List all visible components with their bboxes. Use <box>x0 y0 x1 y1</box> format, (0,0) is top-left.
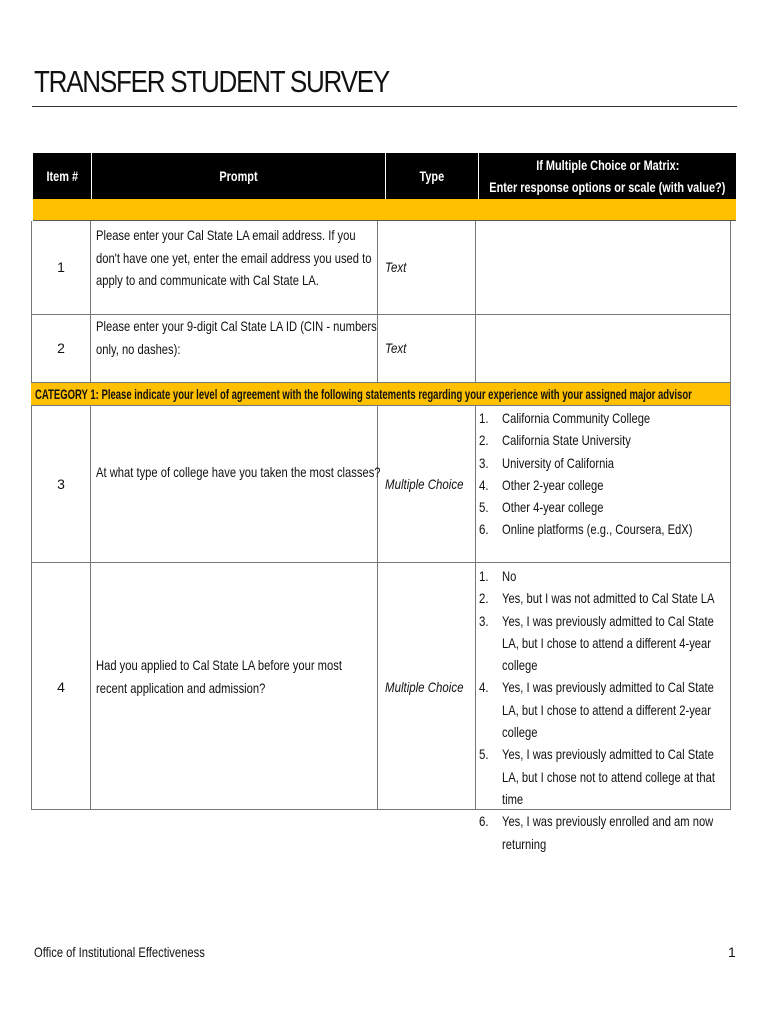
prompt-text: Please enter your 9-digit Cal State LA ID (CIN - numbers only, no dashes): <box>96 318 377 357</box>
list-item: 2. California State University <box>479 432 631 449</box>
prompt-text: Had you applied to Cal State LA before your most recent application and admission? <box>96 657 342 696</box>
header-type: Type <box>419 168 445 184</box>
question-type: Text <box>385 259 407 275</box>
prompt-text: At what type of college have you taken the most classes? <box>96 464 381 480</box>
item-number: 4 <box>57 679 65 695</box>
question-type: Multiple Choice <box>385 679 464 695</box>
question-type: Text <box>385 340 407 356</box>
category-header: CATEGORY 1: Please indicate your level of agreement with the following statements regarding your experience with your assigned major advisor <box>31 382 730 406</box>
response-options <box>479 407 729 541</box>
prompt-text: Please enter your Cal State LA email address. If you don't have one yet, enter the email address you used to apply to and communicate with Cal State LA. <box>96 227 372 288</box>
header-prompt: Prompt <box>219 168 258 184</box>
list-item: 1. California Community College <box>479 410 651 426</box>
list-item: 3. Yes, I was previously admitted to Cal State LA, but I chose to attend a different 4-year college <box>479 612 714 674</box>
table-header <box>33 153 736 199</box>
header-options: If Multiple Choice or Matrix: Enter response options or scale (with value?) <box>489 157 726 195</box>
header-item-number: Item # <box>46 168 78 184</box>
list-item: 5. Other 4-year college <box>479 499 604 516</box>
list-item: 4. Yes, I was previously admitted to Cal State LA, but I chose to attend a different 2-year college <box>479 679 714 741</box>
list-item: 6. Yes, I was previously enrolled and am now returning <box>479 813 714 852</box>
footer-office: Office of Institutional Effectiveness <box>34 944 205 960</box>
question-type: Multiple Choice <box>385 476 464 492</box>
list-item: 5. Yes, I was previously admitted to Cal State LA, but I chose not to attend college at that time <box>479 746 715 807</box>
list-item: 1. No <box>479 568 517 584</box>
item-number: 1 <box>57 259 65 275</box>
list-item: 3. University of California <box>479 454 615 471</box>
list-item: 6. Online platforms (e.g., Coursera, EdX) <box>479 521 693 538</box>
item-number: 3 <box>57 476 65 492</box>
list-item: 2. Yes, but I was not admitted to Cal State LA <box>479 590 715 607</box>
list-item: 4. Other 2-year college <box>479 476 604 493</box>
header-accent-bar <box>33 199 736 221</box>
page-title: TRANSFER STUDENT SURVEY <box>34 64 389 99</box>
item-number: 2 <box>57 340 65 356</box>
response-options <box>479 565 729 855</box>
page-number: 1 <box>728 944 736 960</box>
title-divider <box>32 106 737 107</box>
